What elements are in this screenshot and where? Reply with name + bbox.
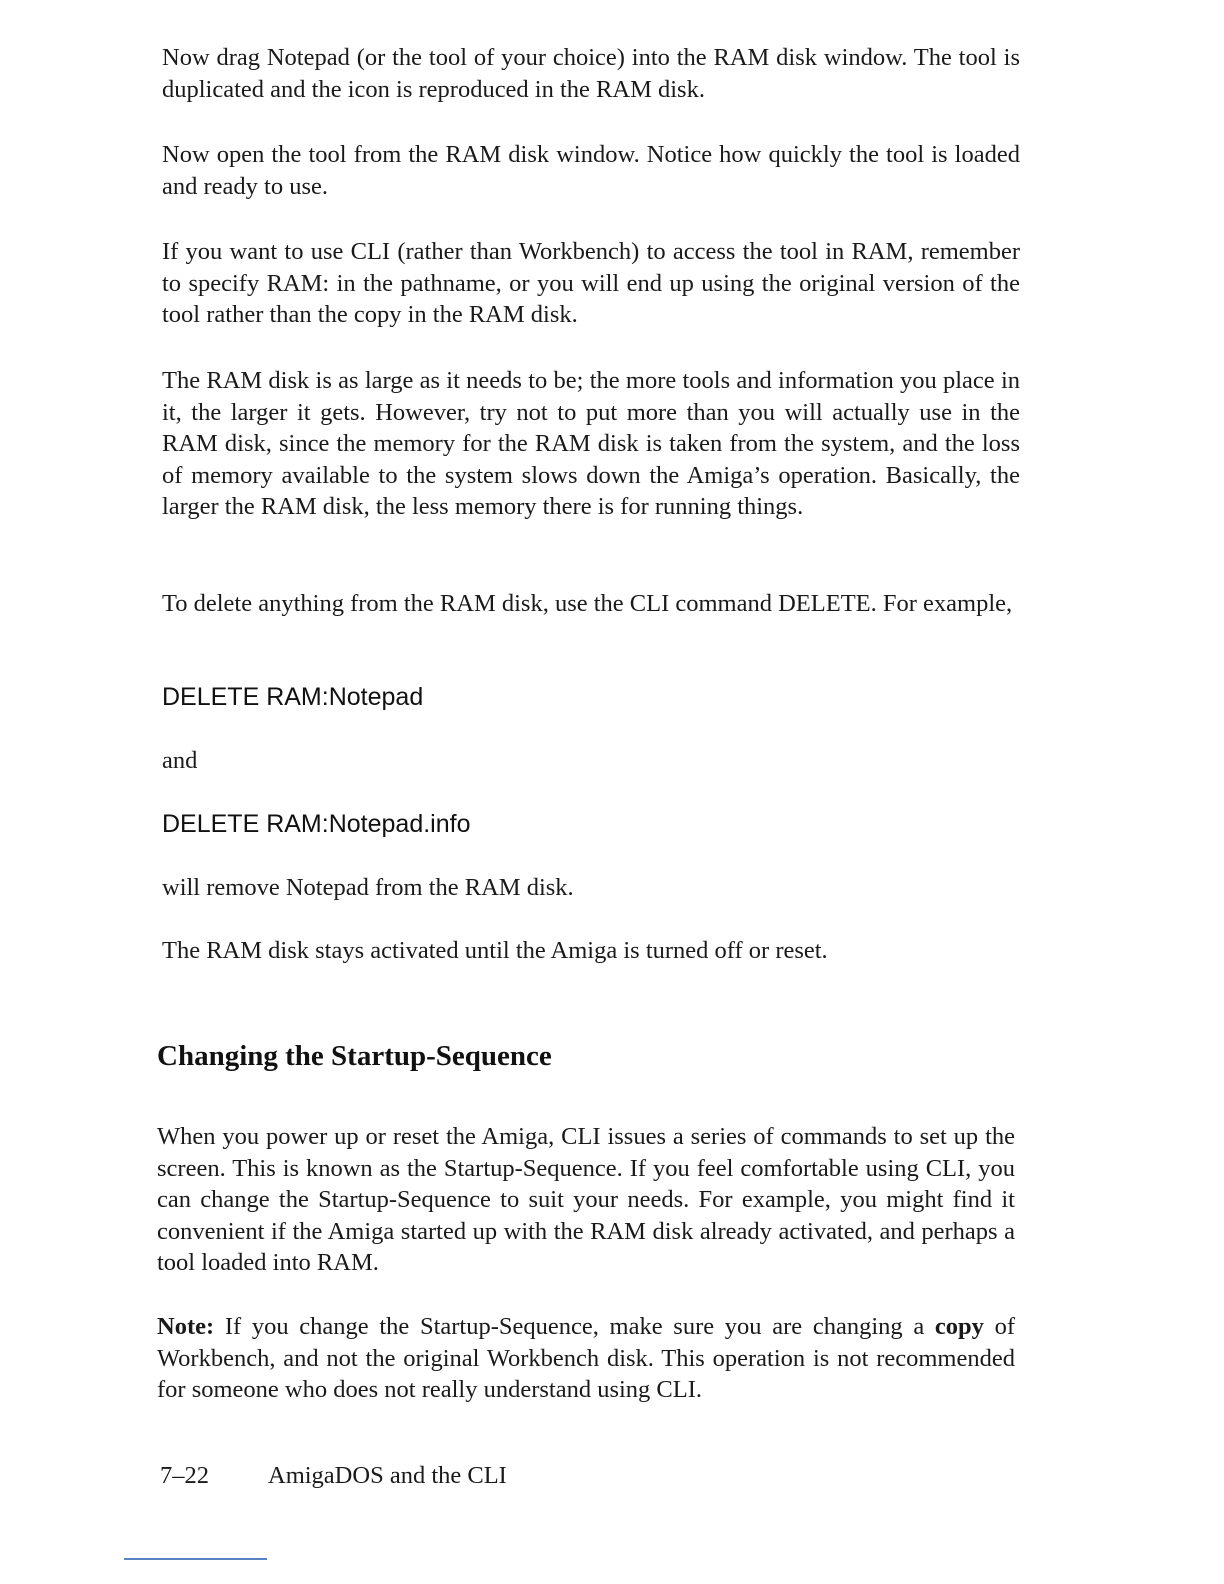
- code-delete-notepad-info: DELETE RAM:Notepad.info: [162, 810, 471, 838]
- chapter-title: AmigaDOS and the CLI: [268, 1462, 507, 1489]
- paragraph-will-remove: will remove Notepad from the RAM disk.: [162, 874, 574, 901]
- code-delete-notepad: DELETE RAM:Notepad: [162, 683, 424, 711]
- paragraph-and: and: [162, 747, 198, 774]
- paragraph-drag-notepad: Now drag Notepad (or the tool of your choice) into the RAM disk window. The tool is duplicated and the icon is reproduced in the RAM disk.: [162, 44, 1020, 103]
- paragraph-note: [157, 1311, 1015, 1406]
- page-footer: [160, 1460, 507, 1491]
- note-emphasis: copy: [934, 1313, 984, 1340]
- section-heading: Changing the Startup-Sequence: [157, 1040, 552, 1072]
- note-text-part2: of Workbench, and not the original Workbench disk. This operation is not recommended for someone who does not really understand using CLI.: [157, 1313, 1015, 1403]
- paragraph-startup-intro: When you power up or reset the Amiga, CLI issues a series of commands to set up the screen. This is known as the Startup-Sequence. If you feel comfortable using CLI, you can change the Startup-Sequence to suit your needs. For example, you might find it convenient if the Amiga started up with the RAM disk already activated, and perhaps a tool loaded into RAM.: [157, 1123, 1015, 1276]
- paragraph-cli-access: If you want to use CLI (rather than Workbench) to access the tool in RAM, remember to specify RAM: in the pathname, or you will end up using the original version of the tool rather than the copy in the RAM disk.: [162, 238, 1020, 328]
- page-number: 7–22: [160, 1462, 209, 1489]
- paragraph-stays-activated: The RAM disk stays activated until the Amiga is turned off or reset.: [162, 937, 828, 964]
- paragraph-ram-disk-size: The RAM disk is as large as it needs to be; the more tools and information you place in it, the larger it gets. However, try not to put more than you will actually use in the RAM disk, since the memory for the RAM disk is taken from the system, and the loss of memory available to the system slows down the Amiga’s operation. Basically, the larger the RAM disk, the less memory there is for running things.: [162, 367, 1020, 520]
- note-label: Note:: [157, 1313, 215, 1340]
- note-text-part1: If you change the Startup-Sequence, make sure you are changing a: [214, 1313, 935, 1340]
- paragraph-delete-intro: To delete anything from the RAM disk, use the CLI command DELETE. For example,: [162, 590, 1013, 617]
- footer-rule: [124, 1558, 267, 1560]
- paragraph-open-tool: Now open the tool from the RAM disk window. Notice how quickly the tool is loaded and ready to use.: [162, 141, 1020, 200]
